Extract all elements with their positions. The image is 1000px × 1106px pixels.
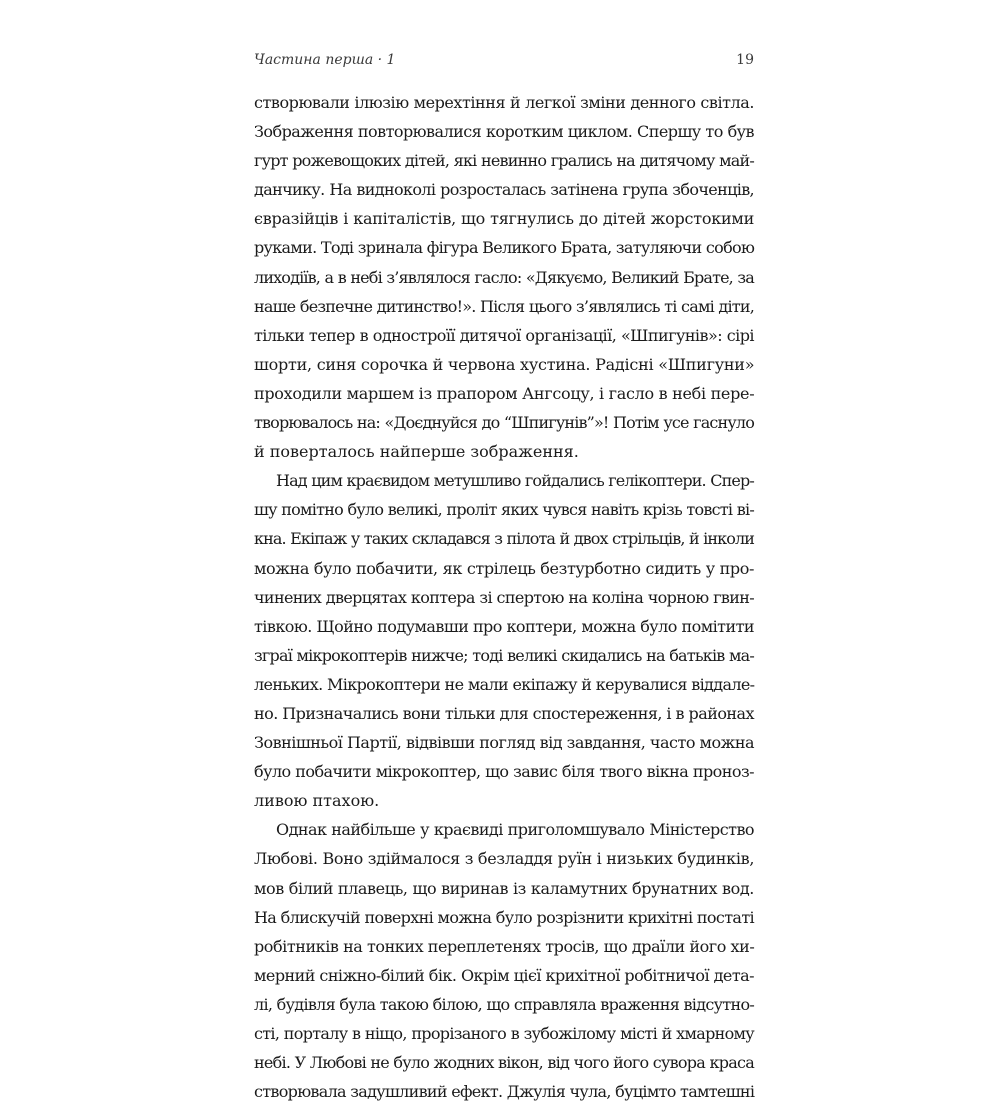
text-line: було побачити мікрокоптер, що завис біля твого вікна проноз- bbox=[254, 762, 754, 782]
text-line: На блискучій поверхні можна було розрізнити крихітні постаті bbox=[254, 907, 754, 927]
text-line: чинених дверцятах коптера зі спертою на коліна чорною гвин- bbox=[254, 587, 754, 607]
text-line: тівкою. Щойно подумавши про коптери, можна було помітити bbox=[254, 616, 754, 636]
text-line: творювалось на: «Доєднуйся до “Шпигунів”»! Потім усе гаснуло bbox=[254, 413, 754, 433]
text-line: робітників на тонких переплетенях тросів, що драїли його хи- bbox=[254, 936, 755, 956]
text-line: лиходіїв, а в небі з’являлося гасло: «Дякуємо, Великий Брате, за bbox=[254, 267, 754, 287]
text-line: євразійців і капіталістів, що тягнулись до дітей жорстокими bbox=[254, 209, 754, 229]
text-line: данчику. На видноколі розросталась затінена група збоченців, bbox=[254, 180, 754, 200]
text-line: ливою птахою. bbox=[254, 791, 380, 811]
text-line: руками. Тоді зринала фігура Великого Брата, затуляючи собою bbox=[254, 238, 755, 258]
text-line: шорти, синя сорочка й червона хустина. Радісні «Шпигуни» bbox=[254, 354, 755, 374]
text-line: наше безпечне дитинство!». Після цього з’являлись ті самі діти, bbox=[254, 296, 754, 316]
running-header bbox=[254, 52, 754, 72]
page-number: 19 bbox=[736, 52, 754, 68]
text-line: тільки тепер в одностроїї дитячої організації, «Шпигунів»: сірі bbox=[254, 325, 754, 345]
text-line: Зображення повторювалися коротким циклом. Спершу то був bbox=[254, 122, 754, 142]
text-line: лі, будівля була такою білою, що справляла враження відсутно- bbox=[254, 994, 755, 1014]
text-line: проходили маршем із прапором Ангсоцу, і гасло в небі пере- bbox=[254, 383, 755, 403]
text-line: Любові. Воно здіймалося з безладдя руїн і низьких будинків, bbox=[254, 849, 755, 869]
text-line: мерний сніжно-білий бік. Окрім цієї крихітної робітничої дета- bbox=[254, 965, 754, 985]
text-line: сті, порталу в ніщо, прорізаного в зубожілому місті й хмарному bbox=[254, 1024, 754, 1043]
paragraph bbox=[254, 815, 754, 1106]
text-line: Однак найбільше у краєвиді приголомшувало Міністерство bbox=[276, 820, 754, 840]
body-text bbox=[254, 88, 754, 1106]
text-line: можна було побачити, як стрілець безтурботно сидить у про- bbox=[254, 558, 754, 578]
section-title: Частина перша · 1 bbox=[254, 52, 396, 68]
text-line: но. Призначались вони тільки для спостереження, і в районах bbox=[254, 703, 754, 723]
text-line: леньких. Мікрокоптери не мали екіпажу й керувалися віддале- bbox=[254, 674, 755, 694]
text-line: мов білий плавець, що виринав із каламутних брунатних вод. bbox=[254, 878, 754, 898]
text-line: гурт рожевощоких дітей, які невинно грались на дитячому май- bbox=[254, 151, 754, 171]
text-line: Над цим краєвидом метушливо гойдались гелікоптери. Спер- bbox=[276, 471, 754, 491]
text-line: Зовнішньої Партії, відвівши погляд від завдання, часто можна bbox=[254, 733, 755, 753]
paragraph bbox=[254, 466, 754, 815]
text-line: створювала задушливий ефект. Джулія чула, буцімто тамтешні bbox=[254, 1082, 755, 1102]
text-line: небі. У Любові не було жодних вікон, від чого його сувора краса bbox=[254, 1053, 754, 1073]
text-line: створювали ілюзію мерехтіння й легкої зміни денного світла. bbox=[254, 93, 754, 112]
text-line: шу помітно було великі, проліт яких чувся навіть крізь товсті ві- bbox=[254, 500, 754, 520]
text-line: й поверталось найперше зображення. bbox=[254, 442, 579, 462]
text-line: кна. Екіпаж у таких складався з пілота й двох стрільців, й інколи bbox=[254, 529, 754, 549]
paragraph bbox=[254, 88, 754, 466]
text-line: зграї мікрокоптерів нижче; тоді великі скидались на батьків ма- bbox=[254, 645, 754, 665]
